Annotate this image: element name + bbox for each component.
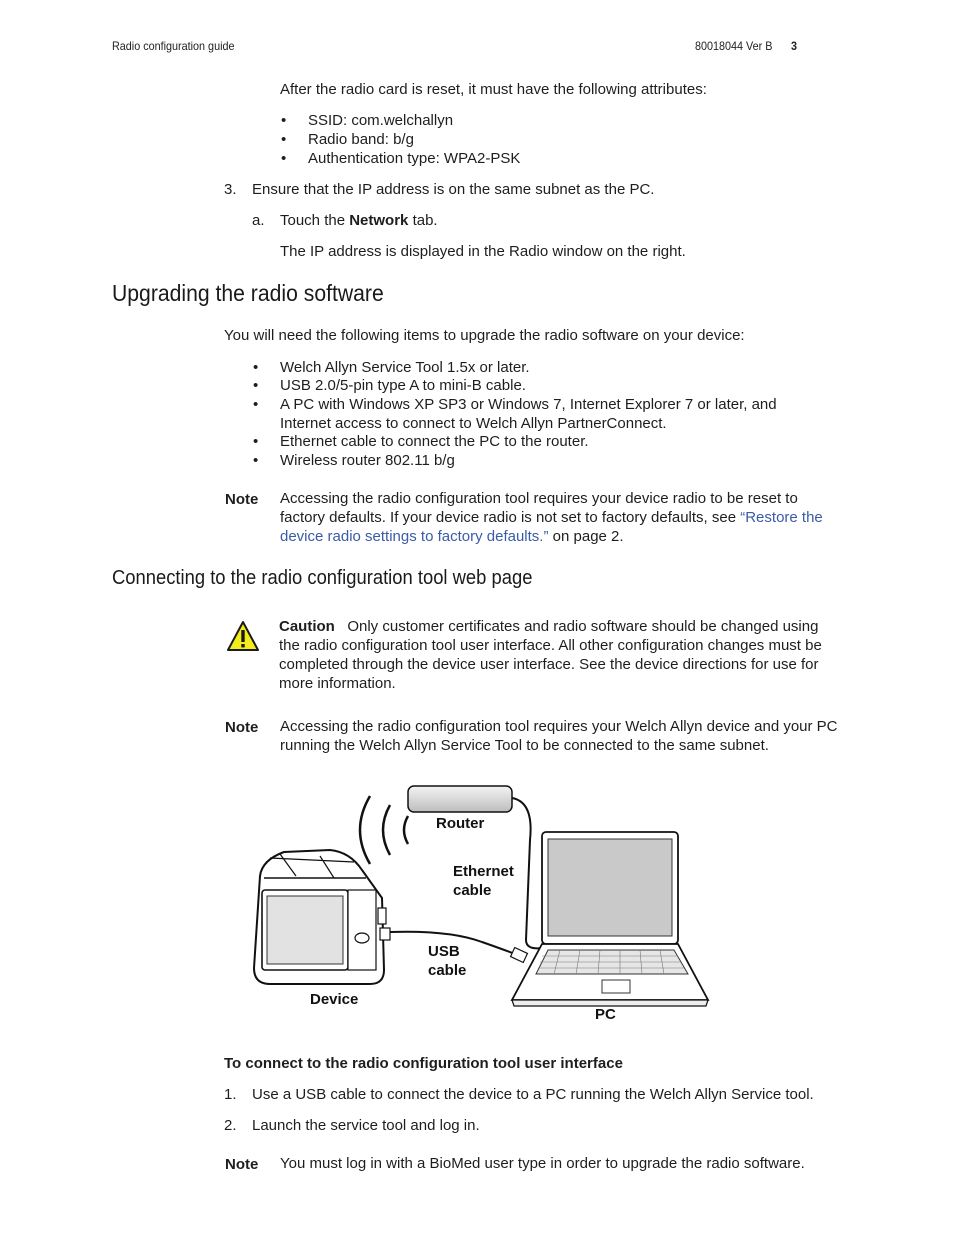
figure-label-pc: PC [595, 1006, 616, 1023]
requirement-item: • Wireless router 802.11 b/g [280, 451, 455, 470]
substep-text: Touch the Network tab. [280, 212, 438, 229]
usb-port [380, 928, 390, 940]
intro-text: After the radio card is reset, it must have the following attributes: [280, 81, 707, 98]
subsection-title: Connecting to the radio configuration tool web page [112, 567, 533, 589]
figure-label-ethernet-cable: cable [453, 882, 492, 899]
router-box [408, 786, 512, 812]
requirement-item: • Welch Allyn Service Tool 1.5x or later. [280, 358, 530, 377]
network-tab-name: Network [349, 212, 409, 229]
device-button [355, 933, 369, 943]
figure-label-ethernet: Ethernet [453, 863, 514, 880]
figure-label-usb-cable: cable [428, 962, 467, 979]
note-text: Accessing the radio configuration tool requires your Welch Allyn device and your PC running the Welch Allyn Service Tool to be connected to the same subnet. [280, 718, 838, 754]
note-label: Note [225, 491, 259, 508]
step-number: 2. [224, 1117, 237, 1134]
ethernet-cable [512, 798, 542, 948]
device-screen [267, 896, 343, 964]
wireless-wave [404, 816, 408, 844]
header-doc-id: 80018044 Ver B [695, 39, 773, 53]
figure-label-usb: USB [428, 943, 460, 960]
note-label: Note [225, 1156, 259, 1173]
figure-label-device: Device [310, 991, 359, 1008]
caution-label: Caution [279, 618, 335, 635]
intro-bullet: • Authentication type: WPA2-PSK [308, 149, 520, 168]
substep-letter: a. [252, 212, 265, 229]
intro-bullet: • SSID: com.welchallyn [308, 111, 453, 130]
step-text: Launch the service tool and log in. [252, 1117, 480, 1134]
intro-bullet: • Radio band: b/g [308, 130, 414, 149]
requirement-item: • USB 2.0/5-pin type A to mini-B cable. [280, 376, 526, 395]
step-text: Use a USB cable to connect the device to a PC running the Welch Allyn Service tool. [252, 1086, 814, 1103]
touchpad [602, 980, 630, 993]
note-label: Note [225, 719, 259, 736]
restore-defaults-link[interactable]: “Restore the device radio settings to factory defaults.” [280, 509, 823, 545]
section-title: Upgrading the radio software [112, 280, 384, 306]
caution-text: Caution Only customer certificates and radio software should be changed using the radio configuration tool user interface. All other configuration changes must be completed through the device user interface. See the device directions for use for more information. [279, 618, 822, 692]
requirement-item: • A PC with Windows XP SP3 or Windows 7, Internet Explorer 7 or later, and Internet access to connect to Welch Allyn PartnerConnect. [280, 395, 815, 433]
header-guide-title: Radio configuration guide [112, 39, 235, 53]
note-text: Accessing the radio configuration tool requires your device radio to be reset to factory defaults. If your device radio is not set to factory defaults, see “Restore the device radio settings to factory defaults.” on page 2. [280, 490, 823, 545]
step-text: Ensure that the IP address is on the same subnet as the PC. [252, 181, 655, 198]
header-page-number: 3 [791, 39, 798, 53]
caution-icon [226, 620, 260, 652]
procedure-title: To connect to the radio configuration tool user interface [224, 1055, 623, 1072]
figure-label-router: Router [436, 815, 485, 832]
step-number: 1. [224, 1086, 237, 1103]
wireless-wave [360, 796, 370, 864]
wireless-wave [383, 805, 390, 855]
requirement-item: • Ethernet cable to connect the PC to the router. [280, 432, 589, 451]
section-intro: You will need the following items to upgrade the radio software on your device: [224, 327, 745, 344]
note-text: You must log in with a BioMed user type in order to upgrade the radio software. [280, 1155, 805, 1172]
laptop-display [548, 839, 672, 936]
step-number: 3. [224, 181, 237, 198]
substep-result: The IP address is displayed in the Radio window on the right. [280, 243, 686, 260]
